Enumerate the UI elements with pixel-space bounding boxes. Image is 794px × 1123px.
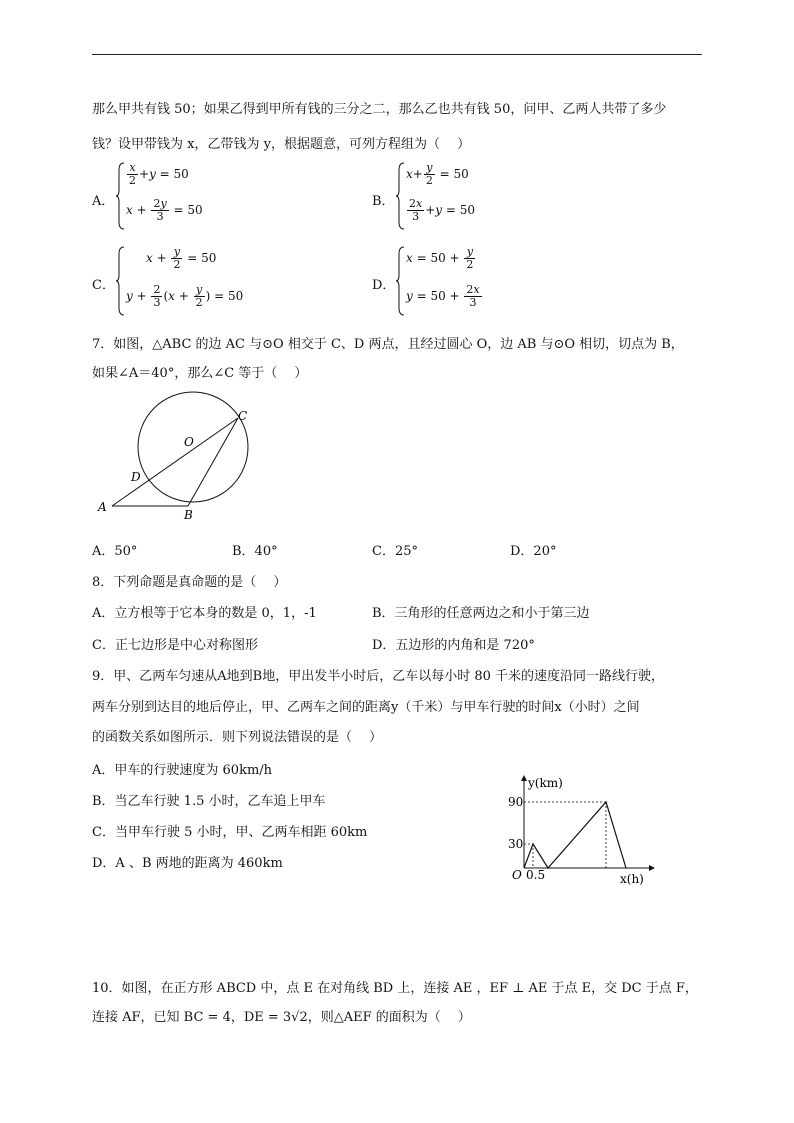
header-rule — [92, 54, 702, 55]
q8-option-b: B．三角形的任意两边之和小于第三边 — [372, 606, 590, 621]
ytick-90: 90 — [508, 795, 524, 809]
q9-distance-graph — [500, 770, 660, 890]
graph-origin: O — [512, 868, 522, 882]
q8-option-c: C．正七边形是中心对称图形 — [92, 638, 258, 653]
label-a: A — [98, 500, 107, 514]
q6-option-d-label: D． — [372, 278, 396, 293]
q6-stem-line2: 钱？设甲带钱为 x，乙带钱为 y，根据题意，可列方程组为（ ） — [92, 137, 471, 152]
q10-stem-line2: 连接 AF，已知 BC = 4，DE = 3√2，则△AEF 的面积为（ ） — [92, 1010, 471, 1025]
q9-option-d: D．A 、B 两地的距离为 460km — [92, 856, 283, 871]
q9-stem-line3: 的函数关系如图所示．则下列说法错误的是（ ） — [92, 730, 383, 745]
q9-option-b: B．当乙车行驶 1.5 小时，乙车追上甲车 — [92, 794, 326, 809]
distance-line — [524, 802, 626, 868]
graph-ylabel: y(km) — [528, 776, 563, 790]
q7-stem-line1: 7．如图，△ABC 的边 AC 与⊙O 相交于 C、D 两点，且经过圆心 O，边 AB 与⊙O 相切，切点为 B， — [92, 337, 684, 352]
label-d: D — [131, 470, 141, 484]
q7-stem-line2: 如果∠A＝40°，那么∠C 等于（ ） — [92, 366, 308, 381]
q10-stem-line1: 10．如图，在正方形 ABCD 中，点 E 在对角线 BD 上，连接 AE ，EF ⊥ AE 于点 E，交 DC 于点 F， — [92, 981, 698, 996]
line-ac — [112, 418, 238, 506]
q7-circle-figure — [92, 390, 272, 525]
brace-icon — [116, 162, 126, 230]
q9-option-a: A．甲车的行驶速度为 60km/h — [92, 763, 273, 778]
q6-option-b-system: x+ $\frac{y}{2}$ = 50 $\frac{2x}{3}$ +y = 50 — [396, 162, 506, 230]
label-o: O — [184, 435, 194, 449]
q7-option-a: A．50° — [92, 544, 138, 559]
q8-option-a: A．立方根等于它本身的数是 0，1，-1 — [92, 606, 317, 621]
label-c: C — [238, 409, 248, 423]
q6-option-a-system: $\frac{x}{2}$ +y = 50 x + $\frac{2y}{3}$ = 50 — [116, 162, 226, 230]
q9-stem-line2: 两车分别到达目的地后停止，甲、乙两车之间的距离y（千米）与甲车行驶的时间x（小时）之间 — [92, 700, 640, 715]
q6-stem-line1: 那么甲共有钱 50；如果乙得到甲所有钱的三分之二，那么乙也共有钱 50，问甲、乙两人共带了多少 — [92, 102, 667, 117]
q9-option-c: C．当甲车行驶 5 小时，甲、乙两车相距 60km — [92, 825, 368, 840]
q7-option-c: C．25° — [372, 544, 418, 559]
q6-option-b-label: B． — [372, 194, 395, 209]
label-b: B — [184, 508, 193, 522]
q8-option-d: D．五边形的内角和是 720° — [372, 638, 535, 653]
xtick-05: 0.5 — [526, 868, 546, 882]
q6-option-d-system: x = 50 + $\frac{y}{2}$ y = 50 + $\frac{2x}{3}$ — [396, 246, 506, 316]
q7-option-b: B．40° — [232, 544, 278, 559]
ytick-30: 30 — [508, 837, 524, 851]
q8-stem: 8．下列命题是真命题的是（ ） — [92, 575, 287, 590]
q7-option-d: D．20° — [510, 544, 557, 559]
q6-option-c-system: x + $\frac{y}{2}$ = 50 y + $\frac{2}{3}$ (x + $\frac{y}{2}$ ) = 50 — [116, 246, 256, 316]
brace-icon — [116, 246, 126, 316]
brace-icon — [396, 162, 406, 230]
q9-stem-line1: 9．甲、乙两车匀速从A地到B地，甲出发半小时后，乙车以每小时 80 千米的速度沿同一路线行驶， — [92, 669, 665, 684]
q6-option-a-label: A． — [92, 194, 115, 209]
q6-option-c-label: C． — [92, 278, 115, 293]
graph-xlabel: x(h) — [620, 872, 644, 886]
brace-icon — [396, 246, 406, 316]
line-bc — [188, 418, 238, 506]
